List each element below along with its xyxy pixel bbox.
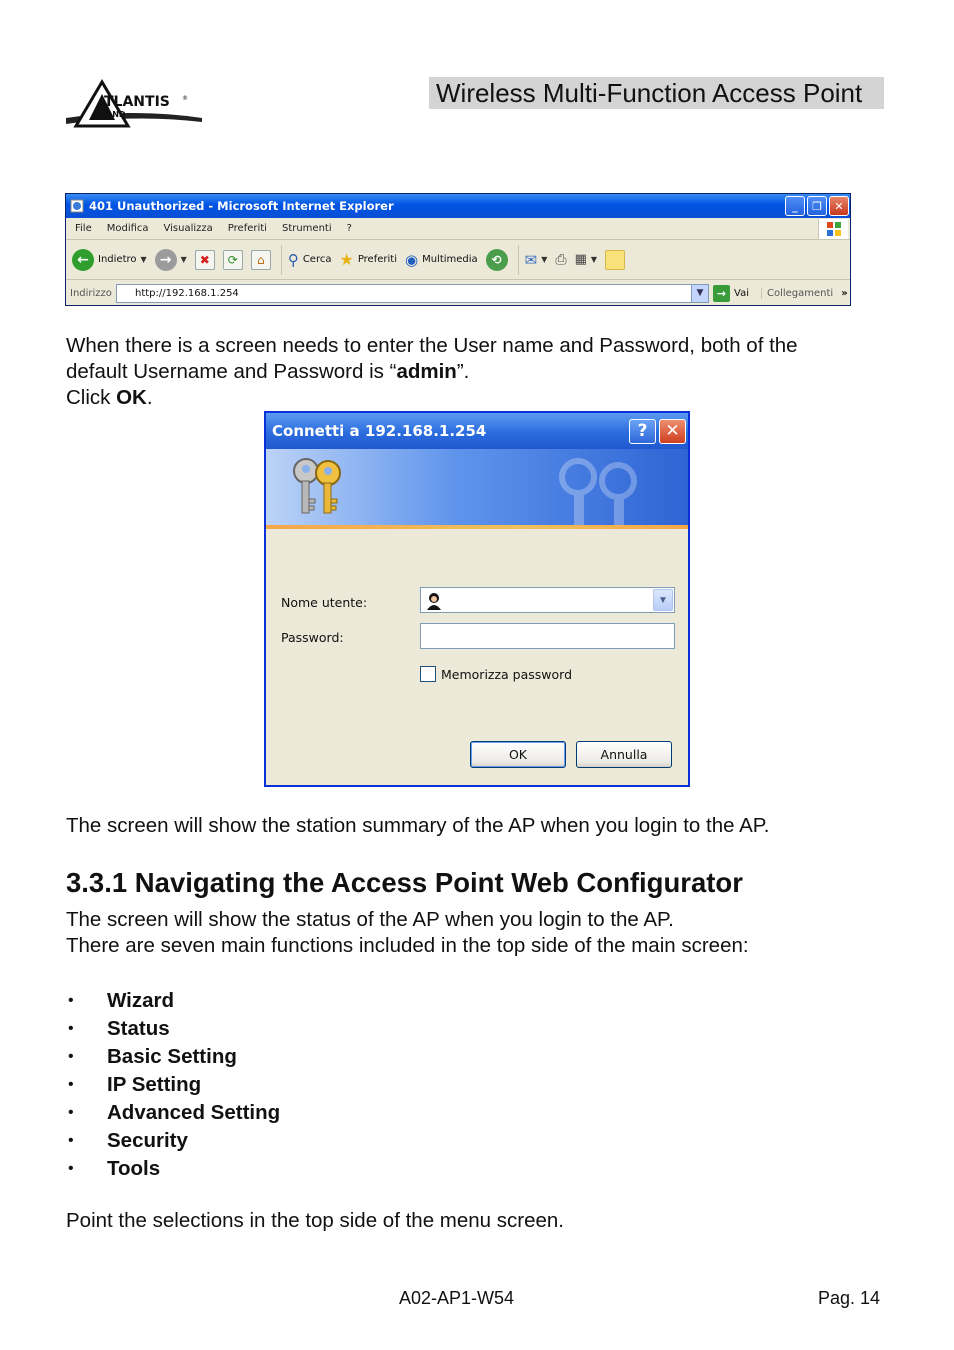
ie-address-bar xyxy=(66,280,850,306)
mail-button[interactable] xyxy=(525,251,548,269)
bullet-icon: • xyxy=(68,1160,74,1177)
dialog-banner xyxy=(266,449,688,525)
mail-icon: ✉ xyxy=(524,250,538,269)
dialog-titlebar xyxy=(266,413,688,449)
intro-paragraph: When there is a screen needs to enter the User name and Password, both of the default Username and Password is “admin”. Click OK. xyxy=(66,334,798,409)
list-item: • Tools xyxy=(68,1157,161,1180)
login-dialog xyxy=(264,411,690,787)
back-arrow-icon: ← xyxy=(72,249,94,271)
password-field[interactable] xyxy=(420,623,675,649)
list-item: • Security xyxy=(68,1129,188,1152)
keys-icon xyxy=(288,455,350,519)
bullet-icon: • xyxy=(68,1020,74,1037)
chevron-down-icon[interactable]: ▼ xyxy=(653,589,673,611)
favorites-button[interactable]: ★ Preferiti xyxy=(339,250,397,269)
list-item: • Wizard xyxy=(68,989,175,1012)
toolbar-separator xyxy=(518,245,519,275)
dialog-close-button[interactable]: ✕ xyxy=(659,419,686,444)
summary-paragraph: The screen will show the station summary of the AP when you login to the AP. xyxy=(66,814,770,837)
svg-text:AND: AND xyxy=(106,110,126,119)
globe-icon: ◉ xyxy=(404,250,419,269)
menu-help[interactable]: ? xyxy=(346,223,352,234)
bullet-icon: • xyxy=(68,1104,74,1121)
user-icon xyxy=(426,592,442,610)
go-button[interactable]: → Vai xyxy=(713,285,749,302)
password-label: Password: xyxy=(281,630,344,645)
search-icon: ⚲ xyxy=(287,250,299,269)
list-item: • Status xyxy=(68,1017,170,1040)
menu-visualizza[interactable]: Visualizza xyxy=(163,223,213,234)
home-button[interactable] xyxy=(251,250,271,270)
svg-text:TLANTIS: TLANTIS xyxy=(104,94,170,110)
close-button[interactable]: ✕ xyxy=(829,196,849,216)
ie-toolbar xyxy=(66,240,850,280)
note-icon xyxy=(605,250,625,270)
printer-icon: ⎙ xyxy=(555,251,567,268)
menu-file[interactable]: File xyxy=(75,223,92,234)
dialog-title: Connetti a 192.168.1.254 xyxy=(272,422,487,440)
refresh-button[interactable] xyxy=(223,250,243,270)
closing-paragraph: Point the selections in the top side of the menu screen. xyxy=(66,1209,564,1232)
keys-watermark-icon xyxy=(538,455,658,525)
restore-button[interactable]: ❐ xyxy=(807,196,827,216)
ie-page-icon xyxy=(70,199,84,213)
ie-titlebar xyxy=(66,194,850,218)
list-item: • IP Setting xyxy=(68,1073,202,1096)
search-button[interactable]: ⚲ Cerca xyxy=(287,250,332,269)
history-icon: ⟲ xyxy=(486,249,508,271)
forward-arrow-icon: → xyxy=(155,249,177,271)
bullet-icon: • xyxy=(68,992,74,1009)
default-credential: admin xyxy=(396,360,457,383)
chevron-down-icon: ▼ xyxy=(541,255,548,264)
section-intro-paragraph: The screen will show the status of the AP when you login to the AP. There are seven main functions included in the top side of the main screen: xyxy=(66,908,749,957)
ie-window-title: 401 Unauthorized - Microsoft Internet Explorer xyxy=(89,199,394,213)
minimize-button[interactable]: _ xyxy=(785,196,805,216)
username-label: Nome utente: xyxy=(281,595,368,610)
banner-divider xyxy=(266,525,688,529)
history-button[interactable] xyxy=(486,249,508,271)
remember-password-checkbox[interactable] xyxy=(420,666,436,682)
star-icon: ★ xyxy=(339,250,354,269)
menu-strumenti[interactable]: Strumenti xyxy=(281,223,332,234)
footer-document-code: A02-AP1-W54 xyxy=(399,1288,515,1308)
menu-modifica[interactable]: Modifica xyxy=(106,223,149,234)
refresh-icon: ⟳ xyxy=(223,250,243,270)
ok-button[interactable]: OK xyxy=(470,741,566,768)
toolbar-overflow[interactable]: » xyxy=(841,287,848,299)
bullet-icon: • xyxy=(68,1076,74,1093)
windows-flag-icon xyxy=(818,219,848,239)
remember-password-label[interactable]: Memorizza password xyxy=(441,667,573,682)
chevron-down-icon: ▼ xyxy=(590,255,598,264)
document-header-title: Wireless Multi-Function Access Point xyxy=(429,77,884,109)
forward-button[interactable] xyxy=(155,249,187,271)
list-item: • Basic Setting xyxy=(68,1045,237,1068)
list-item: • Advanced Setting xyxy=(68,1101,281,1124)
messenger-button[interactable] xyxy=(605,250,625,270)
bullet-icon: • xyxy=(68,1132,74,1149)
home-icon: ⌂ xyxy=(251,250,271,270)
functions-list xyxy=(66,987,280,1183)
menu-preferiti[interactable]: Preferiti xyxy=(227,223,267,234)
atlantis-logo xyxy=(64,78,204,140)
chevron-down-icon: ▼ xyxy=(180,255,187,264)
stop-button[interactable] xyxy=(195,250,215,270)
bullet-icon: • xyxy=(68,1048,74,1065)
chevron-down-icon[interactable]: ▼ xyxy=(691,285,708,302)
ie-menubar xyxy=(66,218,850,240)
toolbar-separator xyxy=(281,245,282,275)
help-button[interactable]: ? xyxy=(629,419,656,444)
stop-icon: ✖ xyxy=(195,250,215,270)
print-button[interactable] xyxy=(555,252,566,268)
svg-text:®: ® xyxy=(182,95,188,102)
links-toolbar[interactable]: Collegamenti xyxy=(761,288,833,299)
document-edit-icon: ▦ xyxy=(574,252,587,267)
username-combobox[interactable] xyxy=(420,587,675,613)
edit-button[interactable] xyxy=(575,252,597,267)
footer-page-number: Pag. 14 xyxy=(818,1288,881,1308)
go-arrow-icon: → xyxy=(713,285,730,302)
ok-emphasis: OK xyxy=(116,386,147,409)
address-label: Indirizzo xyxy=(70,287,112,299)
ie-browser-window xyxy=(65,193,851,306)
address-input[interactable]: http://192.168.1.254 ▼ xyxy=(116,284,709,303)
section-heading: 3.3.1 Navigating the Access Point Web Configurator xyxy=(66,867,743,898)
chevron-down-icon: ▼ xyxy=(140,255,147,264)
media-button[interactable]: ◉ Multimedia xyxy=(404,250,478,269)
back-button[interactable]: ← Indietro ▼ xyxy=(72,249,147,271)
cancel-button[interactable]: Annulla xyxy=(576,741,672,768)
